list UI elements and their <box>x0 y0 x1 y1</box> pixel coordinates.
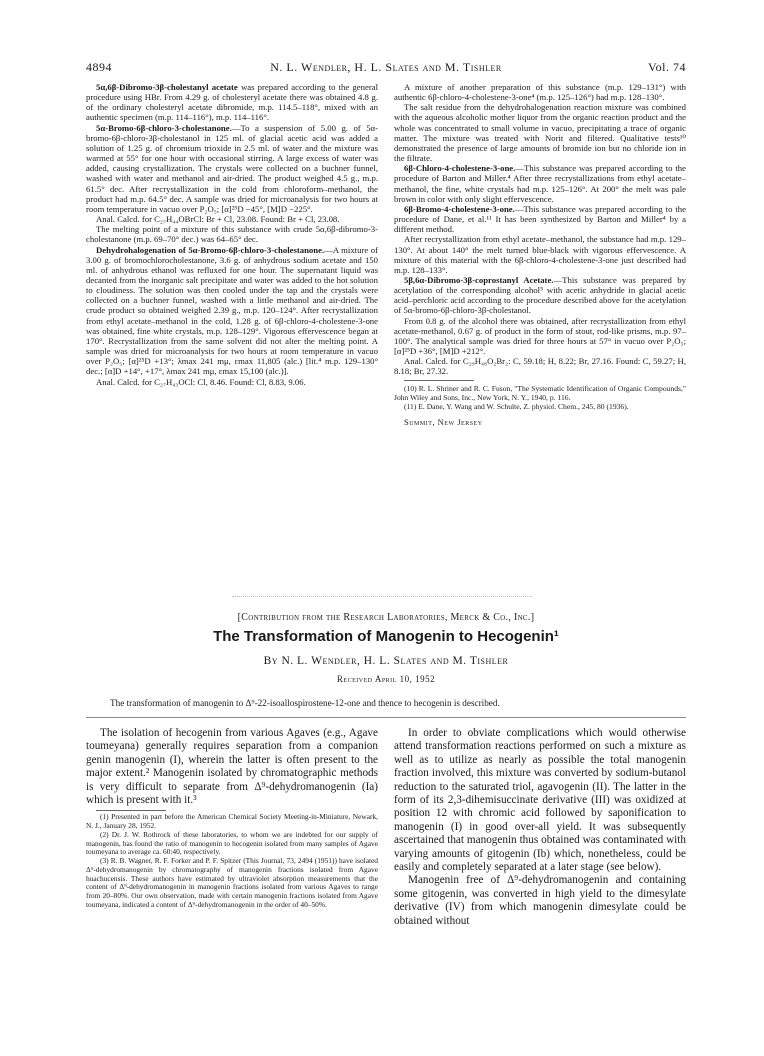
article-left-column <box>86 727 378 910</box>
paragraph: The isolation of hecogenin from various Agaves (e.g., Agave toumeyana) generally requires separation from a companion genin manogenin (I), wherein the latter is often present to the major extent.² Manogenin isolated by chromatographic methods is very difficult to separate from Δ⁹-dehydromanogenin (Ia) which is present with it.³ <box>86 727 378 807</box>
article-authors: By N. L. Wendler, H. L. Slates and M. Tishler <box>263 655 509 667</box>
footnote: (1) Presented in part before the American Chemical Society Meeting-in-Miniature, Newark, N. J., January 28, 1952. <box>86 812 378 831</box>
paragraph: A mixture of another preparation of this substance (m.p. 129–131°) with authentic 6β-chloro-4-cholestene-3-one⁴ (m.p. 125–126°) had m.p. 128–130°. <box>394 82 686 103</box>
received-date: Received April 10, 1952 <box>336 674 436 684</box>
compound-heading: 5β,6α-Dibromo-3β-coprostanyl Acetate. <box>404 274 554 285</box>
contribution-line: [Contribution from the Research Laboratories, Merck & Co., Inc.] <box>237 612 535 623</box>
paragraph: The salt residue from the dehydrohalogenation reaction mixture was combined with the aqueous alcoholic mother liquor from the organic reaction product and the whole was concentrated to small volume in vacuo, precipitating a trace of organic matter. The mixture was treated with Norit and filtered. Qualitative tests¹⁰ demonstrated the presence of large amounts of bromide ion but no chloride ion in the filtrate. <box>394 102 686 164</box>
running-authors: N. L. Wendler, H. L. Slates and M. Tishler <box>270 60 502 74</box>
footnote: (3) R. B. Wagner, R. F. Forker and P. F. Spitzer (This Journal, 73, 2494 (1951)) have isolated Δ⁹-dehydromanogenin by chromatography of manogenin fractions isolated from Agave huachucensis. These authors have estimated by ultraviolet absorption measurements that the content of Δ⁹-dehydromanogenin in manogenin fractions isolated from various Agaves to range from 20–80%. Our own observation, made with certain manogenin fractions isolated from Agave toumeyana, indicated a content of Δ⁹-dehydromanogenin in the order of 40–50%. <box>86 856 378 909</box>
compound-heading: Dehydrohalogenation of 5α-Bromo-6β-chloro-3-cholestanone. <box>96 244 325 255</box>
compound-heading: 5α-Bromo-6β-chloro-3-cholestanone. <box>96 122 232 133</box>
compound-heading: 6β-Chloro-4-cholestene-3-one. <box>404 163 516 174</box>
footnote: (11) E. Dane, Y. Wang and W. Schulte, Z. physiol. Chem., 245, 80 (1936). <box>404 402 629 412</box>
volume-label: Vol. 74 <box>648 60 686 74</box>
footnote-divider <box>404 380 474 381</box>
paragraph: 6β-Bromo-4-cholestene-3-one.—This substance was prepared according to the procedure of Dane, et al.¹¹ It has been synthesized by Barton and Miller⁴ by a different method. <box>394 203 686 235</box>
analysis-line: Anal. Calcd. for C₂₇H₄₄OBrCl: Br + Cl, 23.08. Found: Br + Cl, 23.08. <box>96 214 340 225</box>
compound-heading: 6β-Bromo-4-cholestene-3-one. <box>404 203 515 214</box>
paragraph: Dehydrohalogenation of 5α-Bromo-6β-chloro-3-cholestanone.—A mixture of 3.00 g. of bromochlorocholestanone, 3.6 g. of anhydrous sodium acetate and 150 ml. of anhydrous ethanol was refluxed for one hour. The supernatant liquid was decanted from the inorganic salt precipitate and water was added to the hot solution to cloudiness. The solution was then cooled under the tap and the crystals were collected on a buchner funnel, washed with a little methanol and air-dried. The crude product so obtained weighed 2.39 g., m.p. 120–124°. After recrystallization from ethyl acetate–methanol in the cold, 1.28 g. of 6β-chloro-4-cholestene-3-one was obtained, fine white crystals, m.p. 128–129°. Vigorous effervescence began at 170°. Recrystallization from the same solvent did not alter the melting point. A sample was dried for microanalysis for two hours at room temperature in vacuo over P₂O₅; [α]²⁵D +13°; λmax 241 mμ, εmax 11,805 (alc.) [lit.⁴ m.p. 129–130° dec.; [α]D +14°, +17°, λmax 241 mμ, εmax 15,100 (alc.)]. <box>86 244 378 377</box>
footnote: (2) Dr. J. W. Rothrock of these laboratories, to whom we are indebted for our supply of manogenin, has found the ratio of manogenin to hecogenin isolated from many samples of Agave toumeyana to average ca. 60:40, respectively. <box>86 829 378 857</box>
paragraph: Manogenin free of Δ⁹-dehydromanogenin and containing some gitogenin, was converted in high yield to the dimesylate derivative (IV) from which manogenin dimesylate could be obtained without <box>394 874 686 927</box>
experimental-right-column <box>394 82 686 428</box>
compound-heading: 5α,6β-Dibromo-3β-cholestanyl acetate <box>96 82 238 92</box>
paragraph: 5β,6α-Dibromo-3β-coprostanyl Acetate.—This substance was prepared by acetylation of the corresponding alcohol⁵ with acetic anhydride in glacial acetic acid–perchloric acid according to the procedure described above for the acetylation of 5α-bromo-6β-chloro-3β-cholestanol. <box>394 274 686 316</box>
paragraph: After recrystallization from ethyl acetate–methanol, the substance had m.p. 129–130°. At about 140° the melt turned blue-black with vigorous effervescence. A mixture of this material with the 6β-chloro-4-cholestene-3-one just described had m.p. 128–133°. <box>394 234 686 275</box>
article-right-column <box>394 727 686 928</box>
paragraph: From 0.8 g. of the alcohol there was obtained, after recrystallization from ethyl acetate-methanol, 0.67 g. of product in the form of stout, rod-like prisms, m.p. 97–100°. The analytical sample was dried for three hours at 57° in vacuo over P₂O₅; [α]²⁵D +36°, [M]D +212°. <box>394 315 686 357</box>
analysis-line: Anal. Calcd. for C₂₇H₄₃OCl: Cl, 8.46. Found: Cl, 8.83, 9.06. <box>96 376 306 387</box>
paragraph: 5α-Bromo-6β-chloro-3-cholestanone.—To a suspension of 5.00 g. of 5α-bromo-6β-chloro-3β-cholestanol in 125 ml. of glacial acetic acid was added a solution of 1.25 g. of chromium trioxide in 2.5 ml. of water and the mixture was warmed at 55° for one hour with occasional stirring. A large excess of water was added, causing crystallization. The crystals were collected on a buchner funnel, washed with water and methanol and air-dried. The product weighed 4.5 g., m.p. 61.5° dec. After recrystallization in the cold from chloroform–methanol, the product had m.p. 64.5° dec. A sample was dried for microanalysis for two hours at room temperature in vacuo over P₂O₅; [α]²⁵D −45°, [M]D −225°. <box>86 122 378 214</box>
paragraph: The melting point of a mixture of this substance with crude 5α,6β-dibromo-3-cholestanone (m.p. 69–70° dec.) was 64–65° dec. <box>86 224 378 245</box>
article-title: The Transformation of Manogenin to Hecogenin¹ <box>213 628 559 645</box>
running-header <box>86 60 686 76</box>
abstract-divider <box>86 717 686 718</box>
section-divider <box>232 596 532 597</box>
location-signoff: Summit, New Jersey <box>404 417 483 428</box>
experimental-left-column <box>86 82 378 387</box>
paragraph: 5α,6β-Dibromo-3β-cholestanyl acetate was prepared according to the general procedure using HBr. From 4.29 g. of cholesteryl acetate there was obtained 4.8 g. of the ordinary cholesteryl acetate dibromide, m.p. 114.5–118°, mixed with an authentic specimen (m.p. 114–116°), m.p. 114–116°. <box>86 82 379 123</box>
abstract: The transformation of manogenin to Δ⁹-22-isoallospirostene-12-one and thence to hecogenin is described. <box>110 698 500 708</box>
footnote: (10) R. L. Shriner and R. C. Fuson, "The Systematic Identification of Organic Compounds," John Wiley and Sons, Inc., New York, N. Y., 1940, p. 116. <box>394 383 686 402</box>
analysis-line: Anal. Calcd. for C₂₉H₄₈O₂Br₂: C, 59.18; H, 8.22; Br, 27.16. Found: C, 59.27; H, 8.18; Br, 27.32. <box>394 356 686 377</box>
paragraph: 6β-Chloro-4-cholestene-3-one.—This substance was prepared according to the procedure of Barton and Miller.⁴ After three recrystallizations from ethyl acetate–methanol, the fine, white crystals had m.p. 125–126°. At 200° the melt was pale brown in color with only slight effervescence. <box>394 163 686 204</box>
page-number: 4894 <box>86 60 112 74</box>
footnote-divider <box>96 810 166 811</box>
paragraph: In order to obviate complications which would otherwise attend transformation reactions performed on such a mixture as well as to utilize as nearly as possible the total manogenin fraction involved, this mixture was converted by sodium-butanol reduction to the saturated triol, agavogenin (II). The latter in the form of its 2,3-dihemisuccinate derivative (III) was oxidized at position 12 with chromic acid followed by saponification to manogenin (I) in good over-all yield. It was subsequently ascertained that manogenin thus obtained was contaminated with varying amounts of gitogenin (Ib) which, nonetheless, could be easily and completely separated at a later stage (see below). <box>394 727 686 874</box>
